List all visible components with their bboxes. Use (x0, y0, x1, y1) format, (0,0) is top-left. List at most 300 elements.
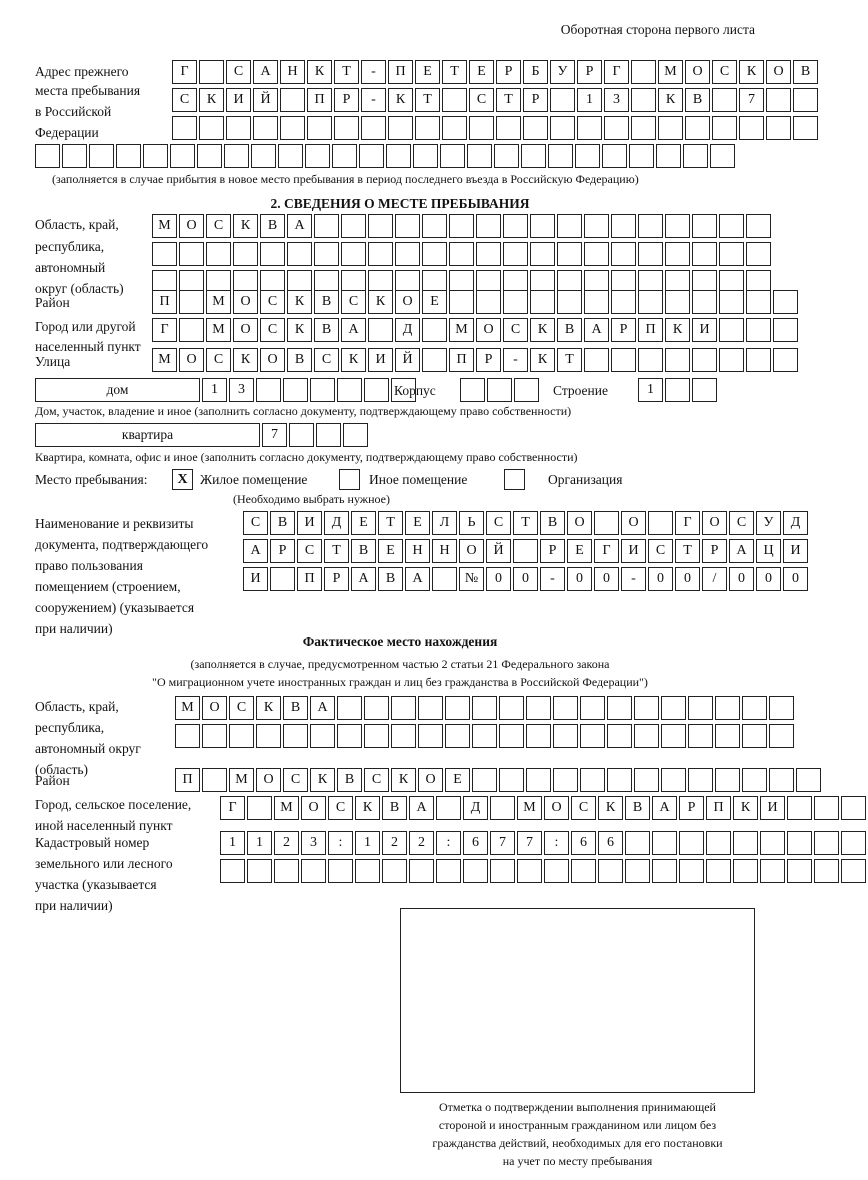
char-cell[interactable] (793, 88, 818, 112)
char-cell[interactable]: О (256, 768, 281, 792)
char-cell[interactable]: Г (594, 539, 619, 563)
char-cell[interactable] (460, 378, 485, 402)
char-cell[interactable]: И (760, 796, 785, 820)
char-cell[interactable]: Д (783, 511, 808, 535)
char-cell[interactable]: 7 (262, 423, 287, 447)
char-cell[interactable]: 1 (638, 378, 663, 402)
char-cell[interactable]: Р (496, 60, 521, 84)
char-cell[interactable] (548, 144, 573, 168)
char-cell[interactable] (280, 88, 305, 112)
char-cell[interactable]: Г (152, 318, 177, 342)
char-cell[interactable] (395, 214, 420, 238)
char-cell[interactable] (661, 768, 686, 792)
char-cell[interactable]: 7 (739, 88, 764, 112)
char-cell[interactable] (463, 859, 488, 883)
char-cell[interactable]: : (328, 831, 353, 855)
char-cell[interactable] (530, 290, 555, 314)
s2-doc-row-3[interactable] (243, 567, 810, 591)
char-cell[interactable]: - (361, 60, 386, 84)
char-cell[interactable]: Е (469, 60, 494, 84)
char-cell[interactable]: Н (405, 539, 430, 563)
char-cell[interactable]: Г (172, 60, 197, 84)
char-cell[interactable] (679, 859, 704, 883)
char-cell[interactable]: 7 (517, 831, 542, 855)
char-cell[interactable] (710, 144, 735, 168)
char-cell[interactable]: О (179, 214, 204, 238)
char-cell[interactable] (224, 144, 249, 168)
char-cell[interactable] (769, 724, 794, 748)
char-cell[interactable] (247, 859, 272, 883)
char-cell[interactable]: 0 (567, 567, 592, 591)
char-cell[interactable] (656, 144, 681, 168)
char-cell[interactable] (719, 290, 744, 314)
char-cell[interactable]: С (712, 60, 737, 84)
char-cell[interactable]: Й (253, 88, 278, 112)
char-cell[interactable] (638, 290, 663, 314)
char-cell[interactable] (395, 242, 420, 266)
char-cell[interactable]: Л (432, 511, 457, 535)
char-cell[interactable]: Б (523, 60, 548, 84)
char-cell[interactable]: О (233, 318, 258, 342)
char-cell[interactable] (766, 116, 791, 140)
char-cell[interactable]: К (307, 60, 332, 84)
char-cell[interactable]: О (202, 696, 227, 720)
char-cell[interactable] (719, 348, 744, 372)
char-cell[interactable]: Ь (459, 511, 484, 535)
char-cell[interactable]: С (206, 348, 231, 372)
char-cell[interactable]: А (409, 796, 434, 820)
char-cell[interactable] (490, 796, 515, 820)
s2-region-row-2[interactable] (152, 242, 773, 266)
char-cell[interactable] (796, 768, 821, 792)
char-cell[interactable] (814, 831, 839, 855)
char-cell[interactable]: М (449, 318, 474, 342)
char-cell[interactable]: О (476, 318, 501, 342)
s2-doc-row-2[interactable] (243, 539, 810, 563)
char-cell[interactable]: К (665, 318, 690, 342)
char-cell[interactable]: Т (334, 60, 359, 84)
char-cell[interactable] (449, 214, 474, 238)
char-cell[interactable] (665, 214, 690, 238)
char-cell[interactable] (391, 724, 416, 748)
char-cell[interactable] (449, 242, 474, 266)
char-cell[interactable] (305, 144, 330, 168)
char-cell[interactable] (364, 378, 389, 402)
char-cell[interactable] (760, 859, 785, 883)
char-cell[interactable]: А (310, 696, 335, 720)
char-cell[interactable] (665, 290, 690, 314)
char-cell[interactable]: И (297, 511, 322, 535)
char-cell[interactable] (361, 116, 386, 140)
char-cell[interactable] (742, 724, 767, 748)
char-cell[interactable] (442, 116, 467, 140)
char-cell[interactable]: 0 (729, 567, 754, 591)
char-cell[interactable] (766, 88, 791, 112)
char-cell[interactable]: - (621, 567, 646, 591)
char-cell[interactable]: А (253, 60, 278, 84)
char-cell[interactable]: С (571, 796, 596, 820)
char-cell[interactable]: К (233, 214, 258, 238)
char-cell[interactable] (270, 567, 295, 591)
char-cell[interactable]: В (314, 290, 339, 314)
char-cell[interactable]: С (648, 539, 673, 563)
char-cell[interactable] (499, 724, 524, 748)
char-cell[interactable]: О (179, 348, 204, 372)
char-cell[interactable] (625, 831, 650, 855)
char-cell[interactable] (496, 116, 521, 140)
char-cell[interactable]: П (297, 567, 322, 591)
char-cell[interactable]: - (361, 88, 386, 112)
char-cell[interactable] (469, 116, 494, 140)
char-cell[interactable] (841, 796, 866, 820)
char-cell[interactable]: К (658, 88, 683, 112)
checkbox-residential[interactable]: X (172, 469, 193, 490)
char-cell[interactable]: К (388, 88, 413, 112)
char-cell[interactable] (368, 214, 393, 238)
char-cell[interactable] (746, 214, 771, 238)
al-district-row[interactable] (175, 768, 823, 792)
char-cell[interactable] (712, 88, 737, 112)
s2-korpus-row[interactable] (460, 378, 541, 402)
char-cell[interactable] (602, 144, 627, 168)
char-cell[interactable]: В (314, 318, 339, 342)
char-cell[interactable] (692, 242, 717, 266)
char-cell[interactable]: 2 (274, 831, 299, 855)
char-cell[interactable] (382, 859, 407, 883)
char-cell[interactable]: 0 (783, 567, 808, 591)
char-cell[interactable]: 1 (220, 831, 245, 855)
char-cell[interactable]: 0 (594, 567, 619, 591)
char-cell[interactable] (665, 348, 690, 372)
char-cell[interactable]: У (756, 511, 781, 535)
char-cell[interactable] (422, 348, 447, 372)
char-cell[interactable] (773, 318, 798, 342)
char-cell[interactable] (422, 214, 447, 238)
char-cell[interactable] (503, 214, 528, 238)
char-cell[interactable]: Р (540, 539, 565, 563)
char-cell[interactable]: 0 (513, 567, 538, 591)
char-cell[interactable]: : (436, 831, 461, 855)
char-cell[interactable]: 6 (463, 831, 488, 855)
char-cell[interactable]: П (638, 318, 663, 342)
char-cell[interactable] (706, 831, 731, 855)
char-cell[interactable] (719, 318, 744, 342)
char-cell[interactable]: А (729, 539, 754, 563)
char-cell[interactable] (733, 859, 758, 883)
prev-stay-row-1[interactable] (172, 60, 820, 84)
char-cell[interactable]: С (226, 60, 251, 84)
char-cell[interactable]: А (351, 567, 376, 591)
char-cell[interactable] (89, 144, 114, 168)
char-cell[interactable]: В (378, 567, 403, 591)
s2-region-row-1[interactable] (152, 214, 773, 238)
char-cell[interactable] (343, 423, 368, 447)
char-cell[interactable] (746, 318, 771, 342)
char-cell[interactable] (337, 378, 362, 402)
char-cell[interactable]: О (621, 511, 646, 535)
char-cell[interactable] (256, 378, 281, 402)
char-cell[interactable]: Р (611, 318, 636, 342)
char-cell[interactable] (692, 290, 717, 314)
char-cell[interactable] (793, 116, 818, 140)
char-cell[interactable]: А (405, 567, 430, 591)
char-cell[interactable] (638, 214, 663, 238)
char-cell[interactable] (688, 696, 713, 720)
char-cell[interactable]: Н (280, 60, 305, 84)
char-cell[interactable]: К (739, 60, 764, 84)
char-cell[interactable]: П (307, 88, 332, 112)
char-cell[interactable]: М (152, 214, 177, 238)
char-cell[interactable]: С (172, 88, 197, 112)
char-cell[interactable] (472, 768, 497, 792)
char-cell[interactable] (472, 696, 497, 720)
char-cell[interactable] (530, 242, 555, 266)
char-cell[interactable]: Е (415, 60, 440, 84)
char-cell[interactable] (584, 242, 609, 266)
char-cell[interactable]: В (287, 348, 312, 372)
char-cell[interactable]: 6 (598, 831, 623, 855)
char-cell[interactable]: С (260, 318, 285, 342)
char-cell[interactable] (503, 290, 528, 314)
char-cell[interactable]: М (206, 290, 231, 314)
char-cell[interactable] (719, 242, 744, 266)
s2-flat-row[interactable] (262, 423, 370, 447)
char-cell[interactable]: 0 (756, 567, 781, 591)
char-cell[interactable] (526, 724, 551, 748)
prev-stay-row-4[interactable] (35, 144, 737, 168)
char-cell[interactable]: Т (324, 539, 349, 563)
char-cell[interactable] (557, 214, 582, 238)
char-cell[interactable] (661, 724, 686, 748)
char-cell[interactable]: 1 (577, 88, 602, 112)
char-cell[interactable]: С (469, 88, 494, 112)
char-cell[interactable] (692, 214, 717, 238)
char-cell[interactable]: М (658, 60, 683, 84)
char-cell[interactable]: С (297, 539, 322, 563)
char-cell[interactable]: Т (557, 348, 582, 372)
char-cell[interactable] (206, 242, 231, 266)
char-cell[interactable]: Е (567, 539, 592, 563)
char-cell[interactable] (719, 214, 744, 238)
char-cell[interactable]: 3 (229, 378, 254, 402)
char-cell[interactable]: К (530, 348, 555, 372)
char-cell[interactable] (638, 348, 663, 372)
char-cell[interactable]: О (260, 348, 285, 372)
char-cell[interactable] (341, 242, 366, 266)
char-cell[interactable]: Т (415, 88, 440, 112)
char-cell[interactable] (341, 214, 366, 238)
char-cell[interactable]: С (243, 511, 268, 535)
char-cell[interactable] (550, 116, 575, 140)
char-cell[interactable] (607, 768, 632, 792)
char-cell[interactable] (584, 290, 609, 314)
char-cell[interactable]: М (175, 696, 200, 720)
char-cell[interactable] (256, 724, 281, 748)
char-cell[interactable]: Т (496, 88, 521, 112)
char-cell[interactable] (442, 88, 467, 112)
char-cell[interactable] (499, 768, 524, 792)
char-cell[interactable] (553, 768, 578, 792)
char-cell[interactable]: И (226, 88, 251, 112)
char-cell[interactable] (814, 796, 839, 820)
char-cell[interactable] (634, 768, 659, 792)
char-cell[interactable]: Н (432, 539, 457, 563)
char-cell[interactable] (631, 60, 656, 84)
char-cell[interactable] (625, 859, 650, 883)
char-cell[interactable] (580, 724, 605, 748)
char-cell[interactable] (179, 290, 204, 314)
char-cell[interactable] (685, 116, 710, 140)
char-cell[interactable] (648, 511, 673, 535)
char-cell[interactable]: Д (324, 511, 349, 535)
char-cell[interactable]: М (274, 796, 299, 820)
char-cell[interactable] (787, 831, 812, 855)
char-cell[interactable]: Р (702, 539, 727, 563)
char-cell[interactable]: К (733, 796, 758, 820)
char-cell[interactable] (337, 696, 362, 720)
char-cell[interactable] (143, 144, 168, 168)
char-cell[interactable] (499, 696, 524, 720)
char-cell[interactable] (652, 859, 677, 883)
char-cell[interactable] (278, 144, 303, 168)
char-cell[interactable]: П (706, 796, 731, 820)
char-cell[interactable]: В (260, 214, 285, 238)
char-cell[interactable]: И (368, 348, 393, 372)
char-cell[interactable] (526, 768, 551, 792)
char-cell[interactable] (526, 696, 551, 720)
char-cell[interactable] (598, 859, 623, 883)
char-cell[interactable] (773, 348, 798, 372)
char-cell[interactable] (202, 768, 227, 792)
char-cell[interactable] (310, 724, 335, 748)
char-cell[interactable] (418, 696, 443, 720)
char-cell[interactable] (575, 144, 600, 168)
char-cell[interactable] (571, 859, 596, 883)
char-cell[interactable]: 7 (490, 831, 515, 855)
char-cell[interactable] (334, 116, 359, 140)
s2-house-row[interactable] (202, 378, 418, 402)
char-cell[interactable]: С (328, 796, 353, 820)
char-cell[interactable]: М (206, 318, 231, 342)
char-cell[interactable] (683, 144, 708, 168)
char-cell[interactable] (760, 831, 785, 855)
char-cell[interactable] (440, 144, 465, 168)
char-cell[interactable]: К (287, 318, 312, 342)
char-cell[interactable]: Е (351, 511, 376, 535)
al-region-row-2[interactable] (175, 724, 796, 748)
char-cell[interactable]: Р (577, 60, 602, 84)
char-cell[interactable] (742, 696, 767, 720)
char-cell[interactable] (706, 859, 731, 883)
char-cell[interactable] (314, 242, 339, 266)
char-cell[interactable]: О (459, 539, 484, 563)
char-cell[interactable]: Е (422, 290, 447, 314)
char-cell[interactable]: А (341, 318, 366, 342)
char-cell[interactable]: М (517, 796, 542, 820)
char-cell[interactable] (422, 242, 447, 266)
char-cell[interactable]: А (652, 796, 677, 820)
char-cell[interactable] (364, 696, 389, 720)
char-cell[interactable]: К (199, 88, 224, 112)
char-cell[interactable]: В (793, 60, 818, 84)
char-cell[interactable] (152, 242, 177, 266)
char-cell[interactable] (418, 724, 443, 748)
char-cell[interactable] (179, 318, 204, 342)
char-cell[interactable] (550, 88, 575, 112)
char-cell[interactable]: К (287, 290, 312, 314)
char-cell[interactable] (172, 116, 197, 140)
char-cell[interactable]: К (598, 796, 623, 820)
char-cell[interactable]: К (391, 768, 416, 792)
char-cell[interactable]: Ц (756, 539, 781, 563)
char-cell[interactable] (769, 768, 794, 792)
char-cell[interactable] (814, 859, 839, 883)
char-cell[interactable]: С (283, 768, 308, 792)
char-cell[interactable]: Г (220, 796, 245, 820)
char-cell[interactable]: Е (405, 511, 430, 535)
char-cell[interactable]: К (530, 318, 555, 342)
char-cell[interactable] (229, 724, 254, 748)
char-cell[interactable]: И (692, 318, 717, 342)
char-cell[interactable] (280, 116, 305, 140)
char-cell[interactable] (233, 242, 258, 266)
s2-doc-row-1[interactable] (243, 511, 810, 535)
char-cell[interactable] (661, 696, 686, 720)
char-cell[interactable] (287, 242, 312, 266)
char-cell[interactable]: № (459, 567, 484, 591)
char-cell[interactable] (260, 242, 285, 266)
char-cell[interactable] (283, 378, 308, 402)
char-cell[interactable] (607, 696, 632, 720)
char-cell[interactable] (665, 242, 690, 266)
char-cell[interactable] (476, 214, 501, 238)
char-cell[interactable]: 3 (301, 831, 326, 855)
char-cell[interactable] (202, 724, 227, 748)
checkbox-other-premise[interactable] (339, 469, 360, 490)
stamp-box[interactable] (400, 908, 755, 1093)
char-cell[interactable] (658, 116, 683, 140)
char-cell[interactable] (553, 724, 578, 748)
char-cell[interactable] (415, 116, 440, 140)
char-cell[interactable]: С (206, 214, 231, 238)
char-cell[interactable] (584, 348, 609, 372)
char-cell[interactable] (557, 290, 582, 314)
char-cell[interactable]: И (243, 567, 268, 591)
char-cell[interactable] (62, 144, 87, 168)
char-cell[interactable] (692, 378, 717, 402)
char-cell[interactable] (494, 144, 519, 168)
char-cell[interactable] (253, 116, 278, 140)
char-cell[interactable] (247, 796, 272, 820)
char-cell[interactable]: У (550, 60, 575, 84)
prev-stay-row-2[interactable] (172, 88, 820, 112)
char-cell[interactable] (436, 796, 461, 820)
char-cell[interactable]: В (557, 318, 582, 342)
char-cell[interactable]: - (540, 567, 565, 591)
char-cell[interactable] (580, 696, 605, 720)
char-cell[interactable]: К (256, 696, 281, 720)
char-cell[interactable] (594, 511, 619, 535)
char-cell[interactable] (742, 768, 767, 792)
char-cell[interactable] (116, 144, 141, 168)
char-cell[interactable]: 1 (202, 378, 227, 402)
char-cell[interactable] (487, 378, 512, 402)
char-cell[interactable]: М (229, 768, 254, 792)
char-cell[interactable]: Е (445, 768, 470, 792)
char-cell[interactable] (607, 724, 632, 748)
char-cell[interactable] (199, 60, 224, 84)
char-cell[interactable]: А (243, 539, 268, 563)
